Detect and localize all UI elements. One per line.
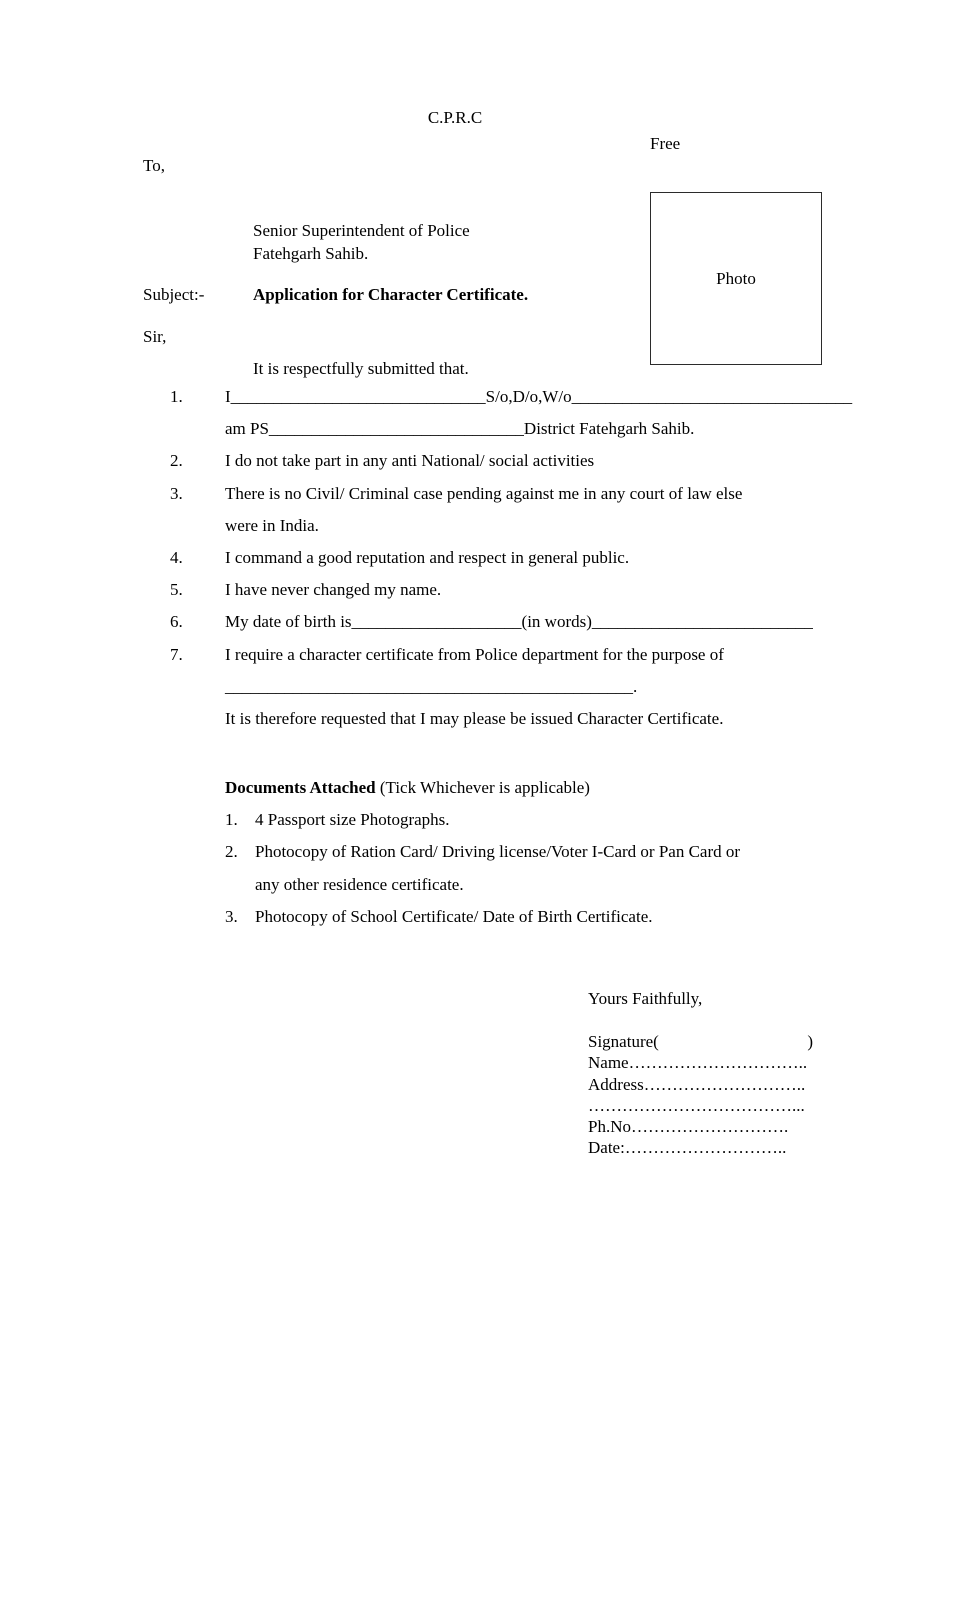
item-line: were in India. xyxy=(225,515,319,535)
subject-label: Subject:- xyxy=(143,285,205,304)
list-item xyxy=(170,639,830,703)
item-line: My date of birth is____________________(in words)__________________________ xyxy=(225,612,813,632)
item-number: 5. xyxy=(170,580,183,600)
documents-heading-rest: (Tick Whichever is applicable) xyxy=(375,778,590,797)
item-line: ________________________________________________. xyxy=(225,676,638,696)
intro-line: It is respectfully submitted that. xyxy=(253,359,469,378)
item-number: 2. xyxy=(225,842,238,862)
salutation: Sir, xyxy=(143,327,167,346)
statement-list xyxy=(170,381,853,735)
item-line: I do not take part in any anti National/ social activities xyxy=(225,451,595,471)
item-number: 6. xyxy=(170,612,183,632)
list-item xyxy=(170,542,830,574)
list-item xyxy=(170,606,830,638)
list-item xyxy=(170,381,853,445)
signature-close: ) xyxy=(807,1032,813,1052)
item-line: I______________________________S/o,D/o,W/o_________________________________ xyxy=(225,387,853,406)
list-item xyxy=(170,574,830,606)
document-title: C.P.R.C xyxy=(427,108,483,127)
closing-line: It is therefore requested that I may please be issued Character Certificate. xyxy=(225,709,724,729)
documents-section xyxy=(225,772,825,933)
signature-open: Signature( xyxy=(588,1032,659,1052)
item-line: 4 Passport size Photographs. xyxy=(255,810,450,830)
item-line: I have never changed my name. xyxy=(225,580,442,600)
item-line: There is no Civil/ Criminal case pending against me in any court of law else xyxy=(225,483,743,503)
item-line: I command a good reputation and respect in general public. xyxy=(225,548,630,568)
item-line: Photocopy of Ration Card/ Driving license/Voter I-Card or Pan Card or xyxy=(255,842,741,862)
list-item xyxy=(170,445,830,477)
documents-heading xyxy=(225,772,825,804)
item-line: any other residence certificate. xyxy=(255,874,464,894)
to-label: To, xyxy=(143,156,165,175)
item-number: 7. xyxy=(170,644,183,664)
documents-heading-bold: Documents Attached xyxy=(225,778,376,797)
item-number: 3. xyxy=(225,906,238,926)
name-line: Name………………………….. xyxy=(588,1053,808,1073)
item-line: I require a character certificate from Police department for the purpose of xyxy=(225,644,724,664)
phone-line: Ph.No………………………. xyxy=(588,1117,789,1137)
list-item xyxy=(170,478,830,542)
item-number: 1. xyxy=(225,810,238,830)
item-number: 1. xyxy=(170,387,183,406)
item-line: am PS______________________________District Fatehgarh Sahib. xyxy=(225,419,695,439)
item-number: 2. xyxy=(170,451,183,471)
date-line: Date:……………………….. xyxy=(588,1138,787,1158)
signature-line xyxy=(588,1031,813,1052)
item-number: 4. xyxy=(170,548,183,568)
addressee-line: Senior Superintendent of Police xyxy=(253,221,470,240)
addressee-line: Fatehgarh Sahib. xyxy=(253,244,369,263)
item-number: 3. xyxy=(170,483,183,503)
closing-line-row xyxy=(170,703,830,735)
address-line: Address……………………….. xyxy=(588,1074,806,1094)
photo-label: Photo xyxy=(716,268,756,288)
subject-text: Application for Character Certificate. xyxy=(253,285,529,304)
yours-faithfully: Yours Faithfully, xyxy=(588,989,703,1008)
item-line: Photocopy of School Certificate/ Date of Birth Certificate. xyxy=(255,906,653,926)
signature-block xyxy=(588,988,820,1158)
document-item xyxy=(225,804,825,836)
addressee-block xyxy=(253,219,470,265)
photo-box xyxy=(650,192,822,365)
document-item xyxy=(225,901,825,933)
item-number xyxy=(170,703,225,735)
address-line: ………………………………... xyxy=(588,1095,805,1115)
fee-label: Free xyxy=(650,134,681,153)
document-item xyxy=(225,836,825,900)
